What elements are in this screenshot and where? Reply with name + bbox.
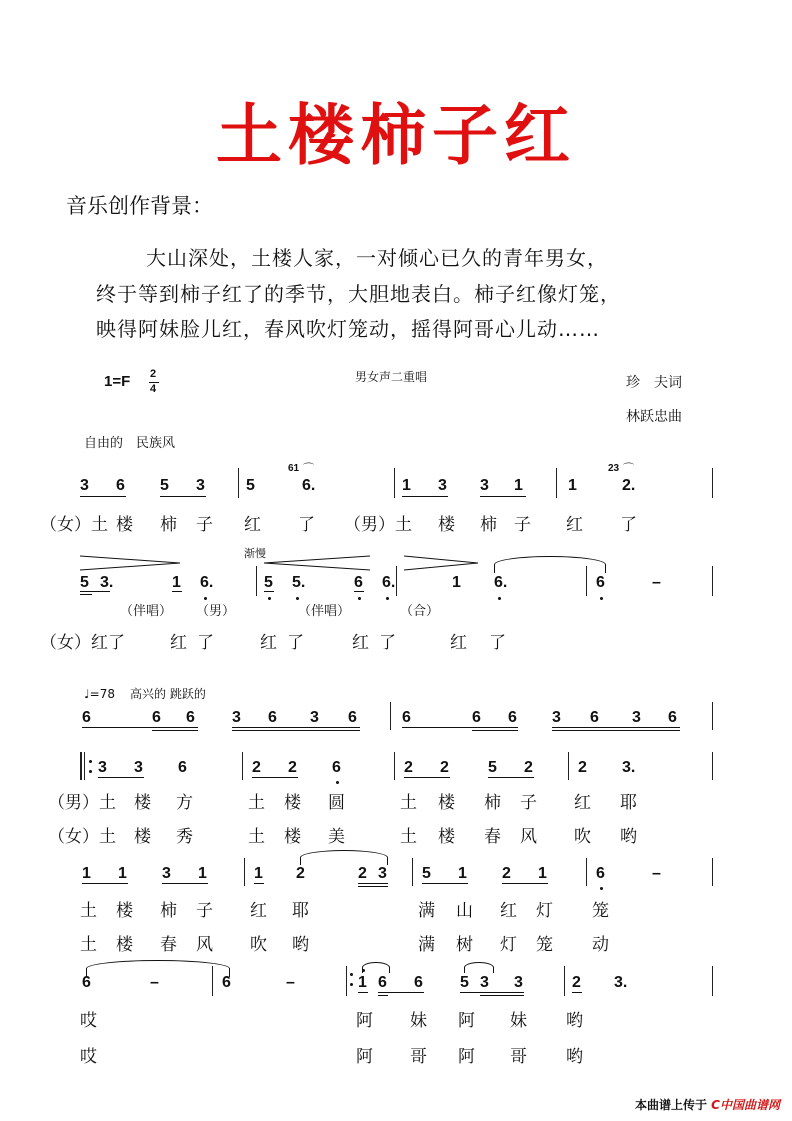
lyric: 耶 bbox=[620, 793, 637, 813]
barline bbox=[586, 858, 587, 886]
note: 6 bbox=[186, 709, 195, 726]
lyric: 柿 bbox=[480, 515, 497, 535]
lyric: 土 bbox=[80, 901, 97, 921]
lyric: 楼 bbox=[116, 901, 133, 921]
note: 2 bbox=[578, 759, 587, 776]
note: 6 bbox=[668, 709, 677, 726]
note: 3 bbox=[310, 709, 319, 726]
lyric: 土 bbox=[80, 935, 97, 955]
lyric: 动 bbox=[592, 935, 609, 955]
lyric: 春 bbox=[160, 935, 177, 955]
note: 2 bbox=[440, 759, 449, 776]
octave-dot-high bbox=[362, 969, 365, 972]
lyric: 灯 bbox=[536, 901, 553, 921]
note: 1 bbox=[402, 477, 411, 494]
underline bbox=[402, 496, 448, 497]
note: 1 bbox=[452, 574, 461, 591]
lyric: 红了 bbox=[352, 633, 406, 653]
underline bbox=[82, 883, 128, 884]
note: 6 bbox=[178, 759, 187, 776]
octave-dot bbox=[268, 597, 271, 600]
lyric: 圆 bbox=[328, 793, 345, 813]
underline bbox=[488, 777, 534, 778]
repeat-dot bbox=[350, 983, 353, 986]
barline bbox=[244, 858, 245, 886]
lyric: 红 bbox=[244, 515, 261, 535]
note: 3 bbox=[378, 865, 387, 882]
note: – bbox=[150, 974, 159, 991]
note: 5. bbox=[292, 574, 306, 591]
repeat-barline bbox=[84, 752, 85, 780]
note: 6 bbox=[268, 709, 277, 726]
lyric: 子 bbox=[196, 901, 213, 921]
genre-label: 男女声二重唱 bbox=[355, 370, 428, 384]
lyric: （女）红了 bbox=[40, 633, 125, 653]
barline bbox=[712, 752, 713, 780]
underline bbox=[460, 992, 524, 993]
dynamic-hairpins bbox=[80, 554, 490, 574]
site-name[interactable]: 中国曲谱网 bbox=[719, 1098, 780, 1112]
upload-credit-text: 本曲谱上传于 bbox=[634, 1098, 707, 1112]
lyric: 楼 bbox=[134, 827, 151, 847]
barline bbox=[712, 566, 713, 596]
underline bbox=[358, 883, 388, 884]
note: 1 bbox=[358, 974, 367, 991]
note: 2 bbox=[524, 759, 533, 776]
note: 6 bbox=[596, 865, 605, 882]
lyric: 红 bbox=[250, 901, 267, 921]
lyric: 哟 bbox=[566, 1011, 583, 1031]
lyric: 哟 bbox=[620, 827, 637, 847]
note: 3 bbox=[196, 477, 205, 494]
time-signature-top: 2 bbox=[150, 368, 157, 380]
song-title: 土楼柿子红 bbox=[216, 97, 576, 174]
note: 3 bbox=[232, 709, 241, 726]
tempo-bpm: ♩=78 bbox=[84, 687, 115, 701]
lyric: 哟 bbox=[292, 935, 309, 955]
note: 3. bbox=[622, 759, 636, 776]
fermata-icon: ⌒ bbox=[303, 462, 314, 475]
barline bbox=[568, 752, 569, 780]
lyric: 红 bbox=[566, 515, 583, 535]
note: 1 bbox=[82, 865, 91, 882]
part-label: （男） bbox=[196, 604, 236, 619]
lyric: 哟 bbox=[566, 1047, 583, 1067]
note: 3 bbox=[632, 709, 641, 726]
note: 6. bbox=[494, 574, 508, 591]
barline bbox=[712, 966, 713, 996]
underline bbox=[480, 496, 526, 497]
octave-dot bbox=[600, 887, 603, 890]
repeat-dot bbox=[89, 770, 92, 773]
repeat-barline bbox=[80, 752, 82, 780]
lyric: 子 bbox=[520, 793, 537, 813]
note: 1 bbox=[514, 477, 523, 494]
note: 3 bbox=[514, 974, 523, 991]
underline bbox=[252, 777, 298, 778]
lyric: 楼 bbox=[438, 515, 455, 535]
note: 1 bbox=[118, 865, 127, 882]
lyric: 了 bbox=[620, 515, 637, 535]
note: 3 bbox=[162, 865, 171, 882]
note: 6 bbox=[348, 709, 357, 726]
lyric: 风 bbox=[196, 935, 213, 955]
note: 2. bbox=[622, 477, 636, 494]
tie-slur bbox=[300, 850, 388, 865]
note: 6 bbox=[82, 974, 91, 991]
underline bbox=[422, 883, 468, 884]
note: – bbox=[652, 574, 661, 591]
underline bbox=[254, 883, 264, 884]
underline bbox=[572, 992, 582, 993]
underline bbox=[402, 727, 518, 728]
underline bbox=[152, 730, 198, 731]
lyric: 楼 bbox=[438, 827, 455, 847]
barline bbox=[256, 566, 257, 596]
note: – bbox=[286, 974, 295, 991]
octave-dot bbox=[498, 597, 501, 600]
note: 2 bbox=[252, 759, 261, 776]
lyric: 柿 bbox=[160, 515, 177, 535]
note: – bbox=[652, 865, 661, 882]
barline bbox=[586, 566, 587, 596]
octave-dot bbox=[358, 597, 361, 600]
barline bbox=[412, 858, 413, 886]
octave-dot bbox=[336, 781, 339, 784]
underline bbox=[80, 496, 126, 497]
note: 6 bbox=[596, 574, 605, 591]
lyric: 柿 bbox=[160, 901, 177, 921]
lyric: 子 bbox=[196, 515, 213, 535]
lyric: 灯 bbox=[500, 935, 517, 955]
lyric: 耶 bbox=[292, 901, 309, 921]
barline bbox=[390, 702, 391, 730]
background-line: 大山深处，土楼人家，一对倾心已久的青年男女， bbox=[146, 246, 608, 270]
lyric: 红了 bbox=[450, 633, 528, 653]
underline bbox=[552, 730, 680, 731]
fermata-icon: ⌒ bbox=[623, 462, 634, 475]
composer: 林跃忠曲 bbox=[626, 409, 682, 425]
lyric: 楼 bbox=[116, 935, 133, 955]
underline bbox=[232, 727, 360, 728]
lyric: 满 bbox=[418, 901, 435, 921]
lyric: （男）土 bbox=[48, 793, 116, 813]
note: 6 bbox=[472, 709, 481, 726]
repeat-dot bbox=[350, 973, 353, 976]
barline bbox=[396, 566, 397, 596]
underline bbox=[472, 730, 518, 731]
lyric: 哥 bbox=[510, 1047, 527, 1067]
slur bbox=[362, 962, 390, 973]
lyric: （女）土 bbox=[40, 515, 108, 535]
underline bbox=[358, 886, 388, 887]
lyricist: 珍 夫词 bbox=[626, 375, 682, 391]
lyric: 哥 bbox=[410, 1047, 427, 1067]
underline bbox=[264, 591, 274, 592]
lyric: 楼 bbox=[284, 827, 301, 847]
barline bbox=[238, 468, 239, 498]
underline bbox=[82, 727, 198, 728]
time-signature-bottom: 4 bbox=[150, 383, 157, 395]
lyric: 土 bbox=[248, 793, 265, 813]
lyric: 笼 bbox=[592, 901, 609, 921]
lyric: 红了 bbox=[170, 633, 224, 653]
note: 6 bbox=[590, 709, 599, 726]
octave-dot bbox=[386, 597, 389, 600]
lyric: 风 bbox=[520, 827, 537, 847]
lyric: 春 bbox=[484, 827, 501, 847]
barline bbox=[564, 966, 565, 996]
underline bbox=[172, 591, 182, 592]
note: 5 bbox=[246, 477, 255, 494]
note: 3 bbox=[438, 477, 447, 494]
background-heading: 音乐创作背景： bbox=[66, 194, 213, 218]
note: 6 bbox=[116, 477, 125, 494]
barline bbox=[394, 468, 395, 498]
note: 5 bbox=[460, 974, 469, 991]
lyric: 阿 bbox=[356, 1011, 373, 1031]
lyric: 方 bbox=[176, 793, 193, 813]
upload-credit bbox=[635, 1096, 780, 1113]
note: 6. bbox=[200, 574, 214, 591]
barline bbox=[212, 966, 213, 996]
lyric: 吹 bbox=[574, 827, 591, 847]
barline bbox=[712, 702, 713, 730]
note: 5 bbox=[264, 574, 273, 591]
note: 3. bbox=[100, 574, 114, 591]
repeat-dot bbox=[89, 760, 92, 763]
part-label: （合） bbox=[400, 604, 440, 619]
note: 6 bbox=[378, 974, 387, 991]
underline bbox=[552, 727, 680, 728]
underline bbox=[358, 992, 368, 993]
note: 2 bbox=[502, 865, 511, 882]
note: 1 bbox=[458, 865, 467, 882]
lyric: 哎 bbox=[80, 1011, 97, 1031]
lyric: 楼 bbox=[284, 793, 301, 813]
lyric: 红了 bbox=[260, 633, 314, 653]
background-line: 终于等到柿子红了的季节，大胆地表白。柿子红像灯笼， bbox=[96, 282, 621, 306]
note: 3 bbox=[552, 709, 561, 726]
note: 2 bbox=[288, 759, 297, 776]
lyric: 秀 bbox=[176, 827, 193, 847]
barline bbox=[712, 468, 713, 498]
note: 6 bbox=[402, 709, 411, 726]
lyric: 阿 bbox=[458, 1011, 475, 1031]
lyric: 红 bbox=[500, 901, 517, 921]
lyric: 柿 bbox=[484, 793, 501, 813]
lyric: 土 bbox=[248, 827, 265, 847]
underline bbox=[80, 591, 110, 592]
octave-dot bbox=[600, 597, 603, 600]
note: 1 bbox=[538, 865, 547, 882]
barline bbox=[712, 858, 713, 886]
note: 3. bbox=[614, 974, 628, 991]
underline bbox=[80, 594, 92, 595]
lyric: 红 bbox=[574, 793, 591, 813]
lyric: 土 bbox=[400, 793, 417, 813]
underline bbox=[354, 591, 364, 592]
note: 3 bbox=[80, 477, 89, 494]
note: 1 bbox=[568, 477, 577, 494]
underline bbox=[502, 883, 548, 884]
slur bbox=[464, 962, 494, 973]
tempo-marking: 高兴的 跳跃的 bbox=[130, 687, 206, 701]
grace-note: 23 bbox=[608, 463, 620, 474]
lyric: 楼 bbox=[134, 793, 151, 813]
lyric: 哎 bbox=[80, 1047, 97, 1067]
underline bbox=[378, 995, 388, 996]
lyric: 树 bbox=[456, 935, 473, 955]
tempo-marking: 自由的 民族风 bbox=[84, 436, 176, 451]
ritardando-mark: 渐慢 bbox=[244, 547, 266, 560]
note: 6 bbox=[222, 974, 231, 991]
tie-slur bbox=[494, 556, 606, 573]
lyric: 楼 bbox=[116, 515, 133, 535]
note: 2 bbox=[358, 865, 367, 882]
lyric: 阿 bbox=[356, 1047, 373, 1067]
lyric: 子 bbox=[514, 515, 531, 535]
barline bbox=[556, 468, 557, 498]
lyric: 妹 bbox=[410, 1011, 427, 1031]
note: 1 bbox=[172, 574, 181, 591]
note: 6 bbox=[354, 574, 363, 591]
part-label: （伴唱） bbox=[298, 604, 351, 619]
note: 5 bbox=[422, 865, 431, 882]
note: 2 bbox=[572, 974, 581, 991]
underline bbox=[404, 777, 450, 778]
note: 1 bbox=[198, 865, 207, 882]
note: 5 bbox=[488, 759, 497, 776]
lyric: 满 bbox=[418, 935, 435, 955]
underline bbox=[98, 777, 144, 778]
site-logo-icon: C bbox=[711, 1098, 720, 1112]
grace-note: 61 bbox=[288, 463, 300, 474]
note: 2 bbox=[404, 759, 413, 776]
lyric: 吹 bbox=[250, 935, 267, 955]
lyric: 了 bbox=[298, 515, 315, 535]
note: 6. bbox=[382, 574, 396, 591]
underline bbox=[232, 730, 360, 731]
underline bbox=[378, 992, 424, 993]
underline bbox=[160, 496, 206, 497]
lyric: 妹 bbox=[510, 1011, 527, 1031]
note: 3 bbox=[134, 759, 143, 776]
note: 3 bbox=[480, 477, 489, 494]
lyric: （女）土 bbox=[48, 827, 116, 847]
note: 6 bbox=[508, 709, 517, 726]
note: 3 bbox=[480, 974, 489, 991]
lyric: （男）土 bbox=[344, 515, 412, 535]
note: 5 bbox=[80, 574, 89, 591]
lyric: 笼 bbox=[536, 935, 553, 955]
note: 6 bbox=[414, 974, 423, 991]
note: 2 bbox=[296, 865, 305, 882]
note: 3 bbox=[98, 759, 107, 776]
background-line: 映得阿妹脸儿红，春风吹灯笼动，摇得阿哥心儿动…… bbox=[96, 317, 600, 341]
lyric: 阿 bbox=[458, 1047, 475, 1067]
lyric: 土 bbox=[400, 827, 417, 847]
barline bbox=[346, 966, 347, 996]
key-signature: 1=F bbox=[104, 373, 131, 390]
note: 5 bbox=[160, 477, 169, 494]
lyric: 美 bbox=[328, 827, 345, 847]
underline bbox=[480, 995, 524, 996]
lyric: 楼 bbox=[438, 793, 455, 813]
note: 1 bbox=[254, 865, 263, 882]
barline bbox=[394, 752, 395, 780]
underline bbox=[162, 883, 208, 884]
note: 6. bbox=[302, 477, 316, 494]
note: 6 bbox=[332, 759, 341, 776]
barline bbox=[242, 752, 243, 780]
note: 6 bbox=[82, 709, 91, 726]
note: 6 bbox=[152, 709, 161, 726]
part-label: （伴唱） bbox=[120, 604, 173, 619]
lyric: 山 bbox=[456, 901, 473, 921]
